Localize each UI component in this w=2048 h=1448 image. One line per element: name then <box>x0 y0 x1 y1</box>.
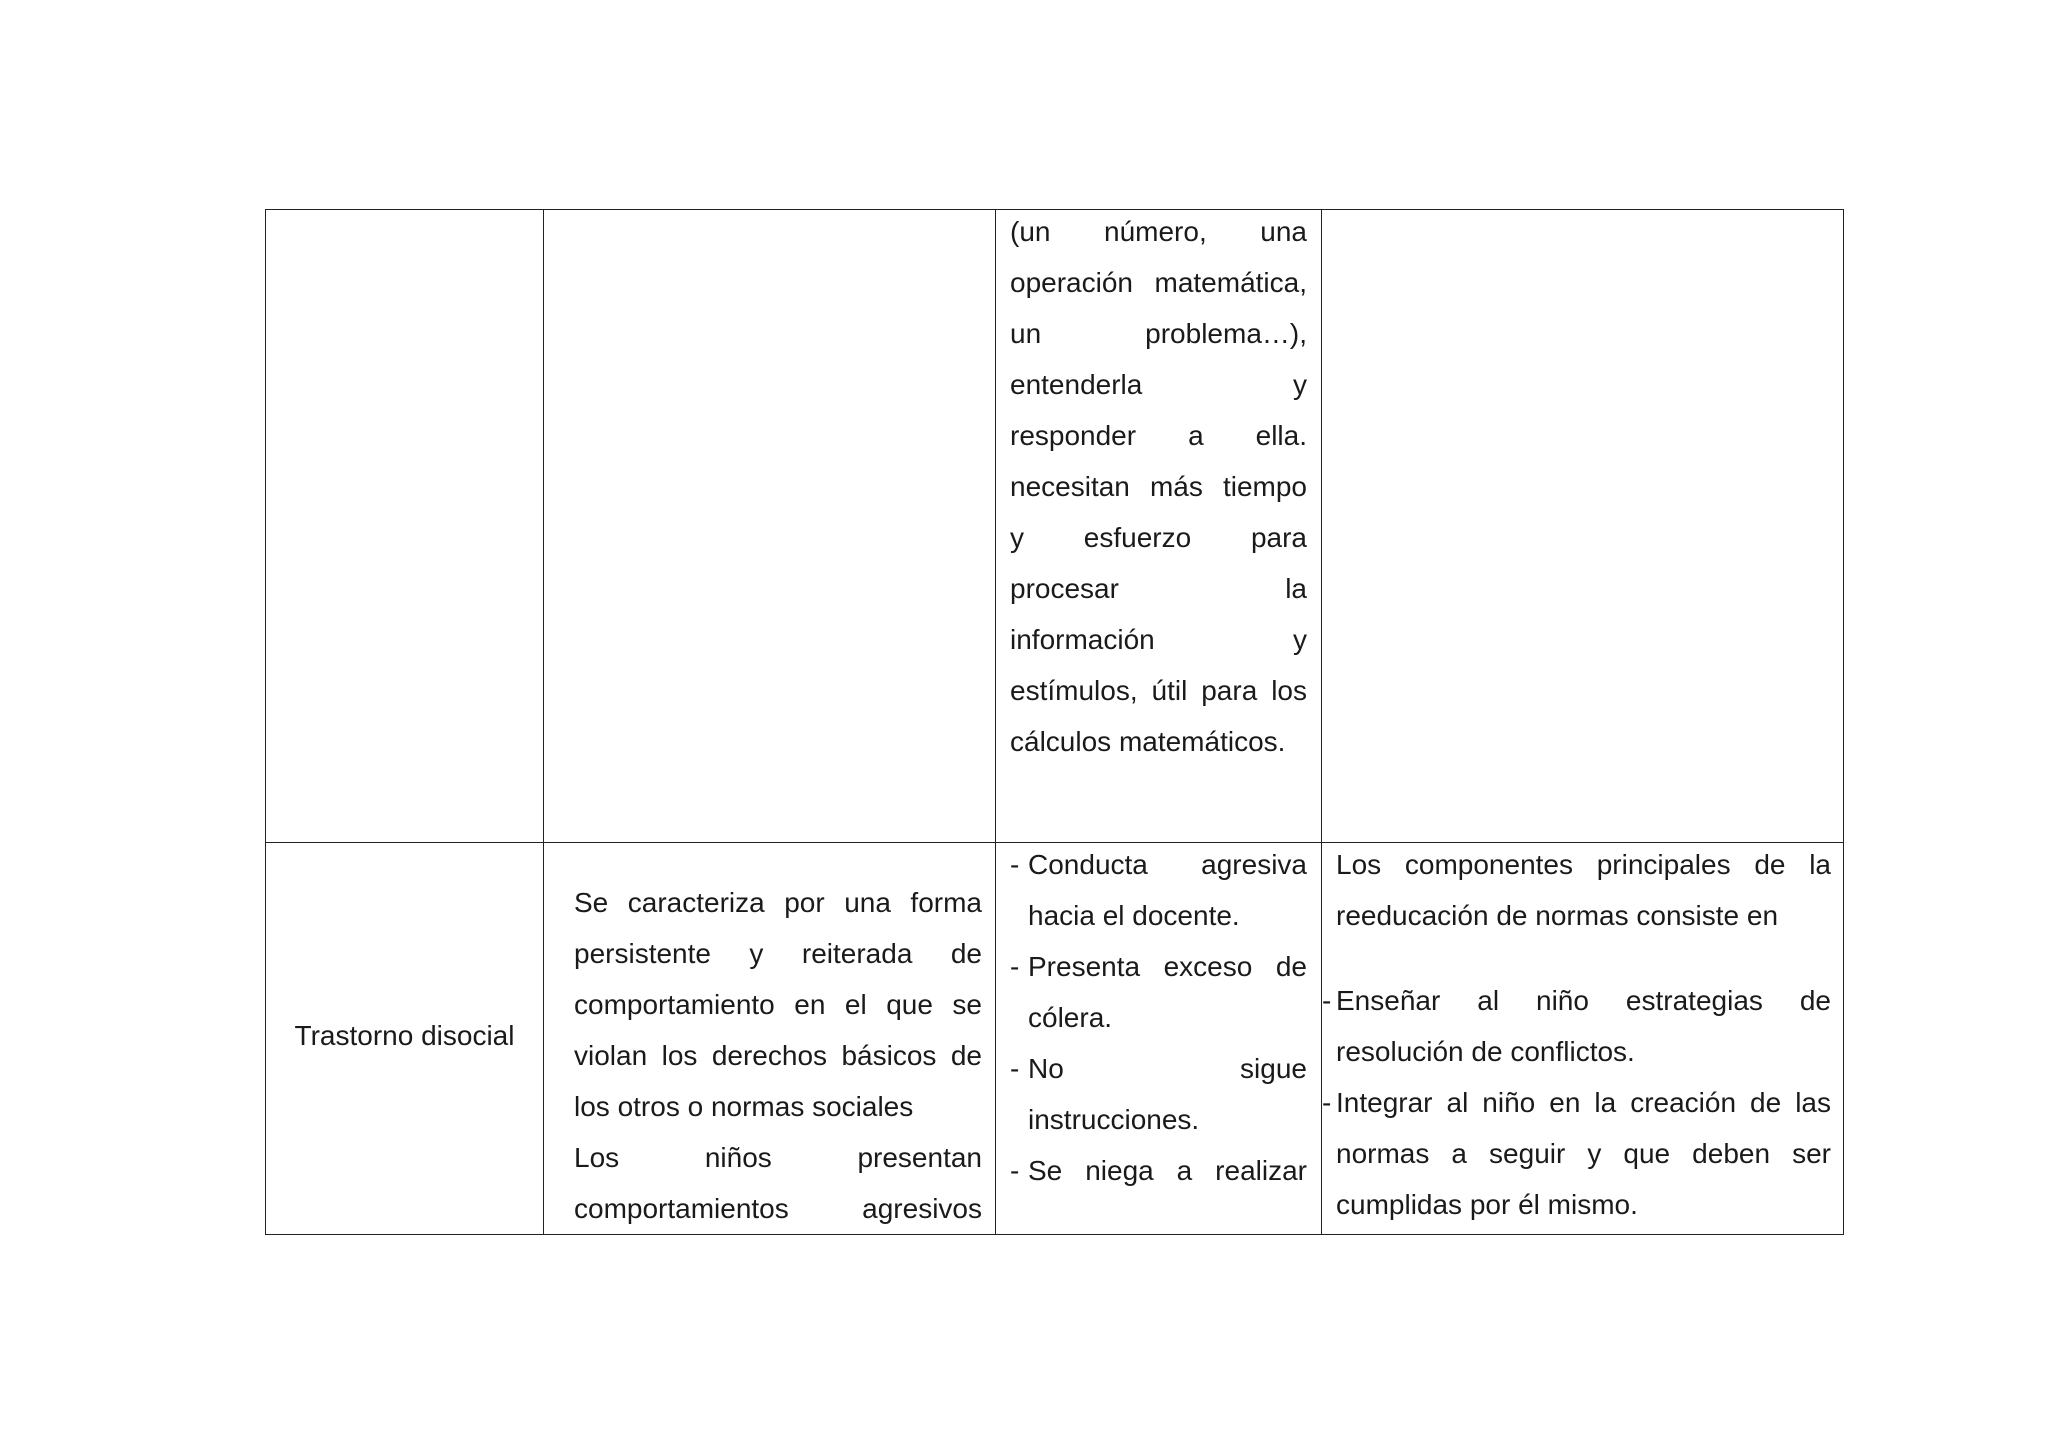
table-cell-disorder <box>266 210 544 843</box>
text-line: hacia el docente. <box>1028 900 1240 931</box>
bullet-dash: - <box>1010 951 1020 982</box>
table-cell-description <box>544 210 996 843</box>
text-line: necesitan más tiempo <box>1010 471 1307 502</box>
text-line: responder a ella. <box>1010 420 1307 451</box>
text-line: resolución de conflictos. <box>1336 1036 1635 1067</box>
text-line: Integrar al niño en la creación de las <box>1336 1087 1831 1118</box>
text-line: información y <box>1010 624 1307 655</box>
text-line: entenderla y <box>1010 369 1307 400</box>
intervention-text <box>1322 839 1843 1230</box>
table-cell-symptoms <box>996 843 1322 1235</box>
bullet-dash: - <box>1010 849 1020 880</box>
text-line: cumplidas por él mismo. <box>1336 1189 1638 1220</box>
text-line: normas a seguir y que deben ser <box>1336 1138 1831 1169</box>
text-line: y esfuerzo para <box>1010 522 1307 553</box>
text-line: un problema…), <box>1010 318 1307 349</box>
list-item <box>1322 975 1831 1077</box>
text-line: persistente y reiterada de <box>574 938 982 969</box>
list-item <box>1010 1043 1307 1145</box>
text-line: procesar la <box>1010 573 1307 604</box>
table-cell-description <box>544 843 996 1235</box>
list-item <box>1010 941 1307 1043</box>
list-item <box>1322 1077 1831 1230</box>
text-line: cólera. <box>1028 1002 1113 1033</box>
table-row <box>266 843 1844 1235</box>
table-row <box>266 210 1844 843</box>
bullet-dash: - <box>1322 985 1332 1016</box>
text-line: cálculos matemáticos. <box>1010 726 1286 757</box>
text-line: violan los derechos básicos de <box>574 1040 982 1071</box>
spacer <box>1336 941 1831 975</box>
text-line: reeducación de normas consiste en <box>1336 900 1779 931</box>
bullet-dash: - <box>1322 1087 1332 1118</box>
text-line: los otros o normas sociales <box>574 1091 914 1122</box>
text-line: comportamiento en el que se <box>574 989 982 1020</box>
text-line: Enseñar al niño estrategias de <box>1336 985 1831 1016</box>
table-cell-intervention <box>1322 843 1844 1235</box>
table-cell-intervention <box>1322 210 1844 843</box>
disorders-table <box>265 209 1844 1235</box>
symptoms-list <box>996 839 1321 1196</box>
text-line: Los componentes principales de la <box>1336 849 1831 880</box>
table-cell-disorder <box>266 843 544 1235</box>
bullet-dash: - <box>1010 1053 1020 1084</box>
text-line: operación matemática, <box>1010 267 1307 298</box>
list-item <box>1010 839 1307 941</box>
text-line: comportamientos agresivos <box>574 1193 982 1224</box>
text-line: Se caracteriza por una forma <box>574 887 982 918</box>
disorder-name: Trastorno disocial <box>294 1020 515 1051</box>
text-line: instrucciones. <box>1028 1104 1200 1135</box>
text-line: (un número, una <box>1010 216 1307 247</box>
table-cell-symptoms <box>996 210 1322 843</box>
text-line: Presenta exceso de <box>1028 951 1307 982</box>
text-line: Los niños presentan <box>574 1142 982 1173</box>
text-line: Se niega a realizar <box>1028 1155 1307 1186</box>
text-line: Conducta agresiva <box>1028 849 1307 880</box>
text-line: estímulos, útil para los <box>1010 675 1307 706</box>
description-text <box>544 843 995 1234</box>
text-line: No sigue <box>1028 1053 1307 1084</box>
bullet-dash: - <box>1010 1155 1020 1186</box>
list-item <box>1010 1145 1307 1196</box>
symptoms-text <box>996 206 1321 767</box>
